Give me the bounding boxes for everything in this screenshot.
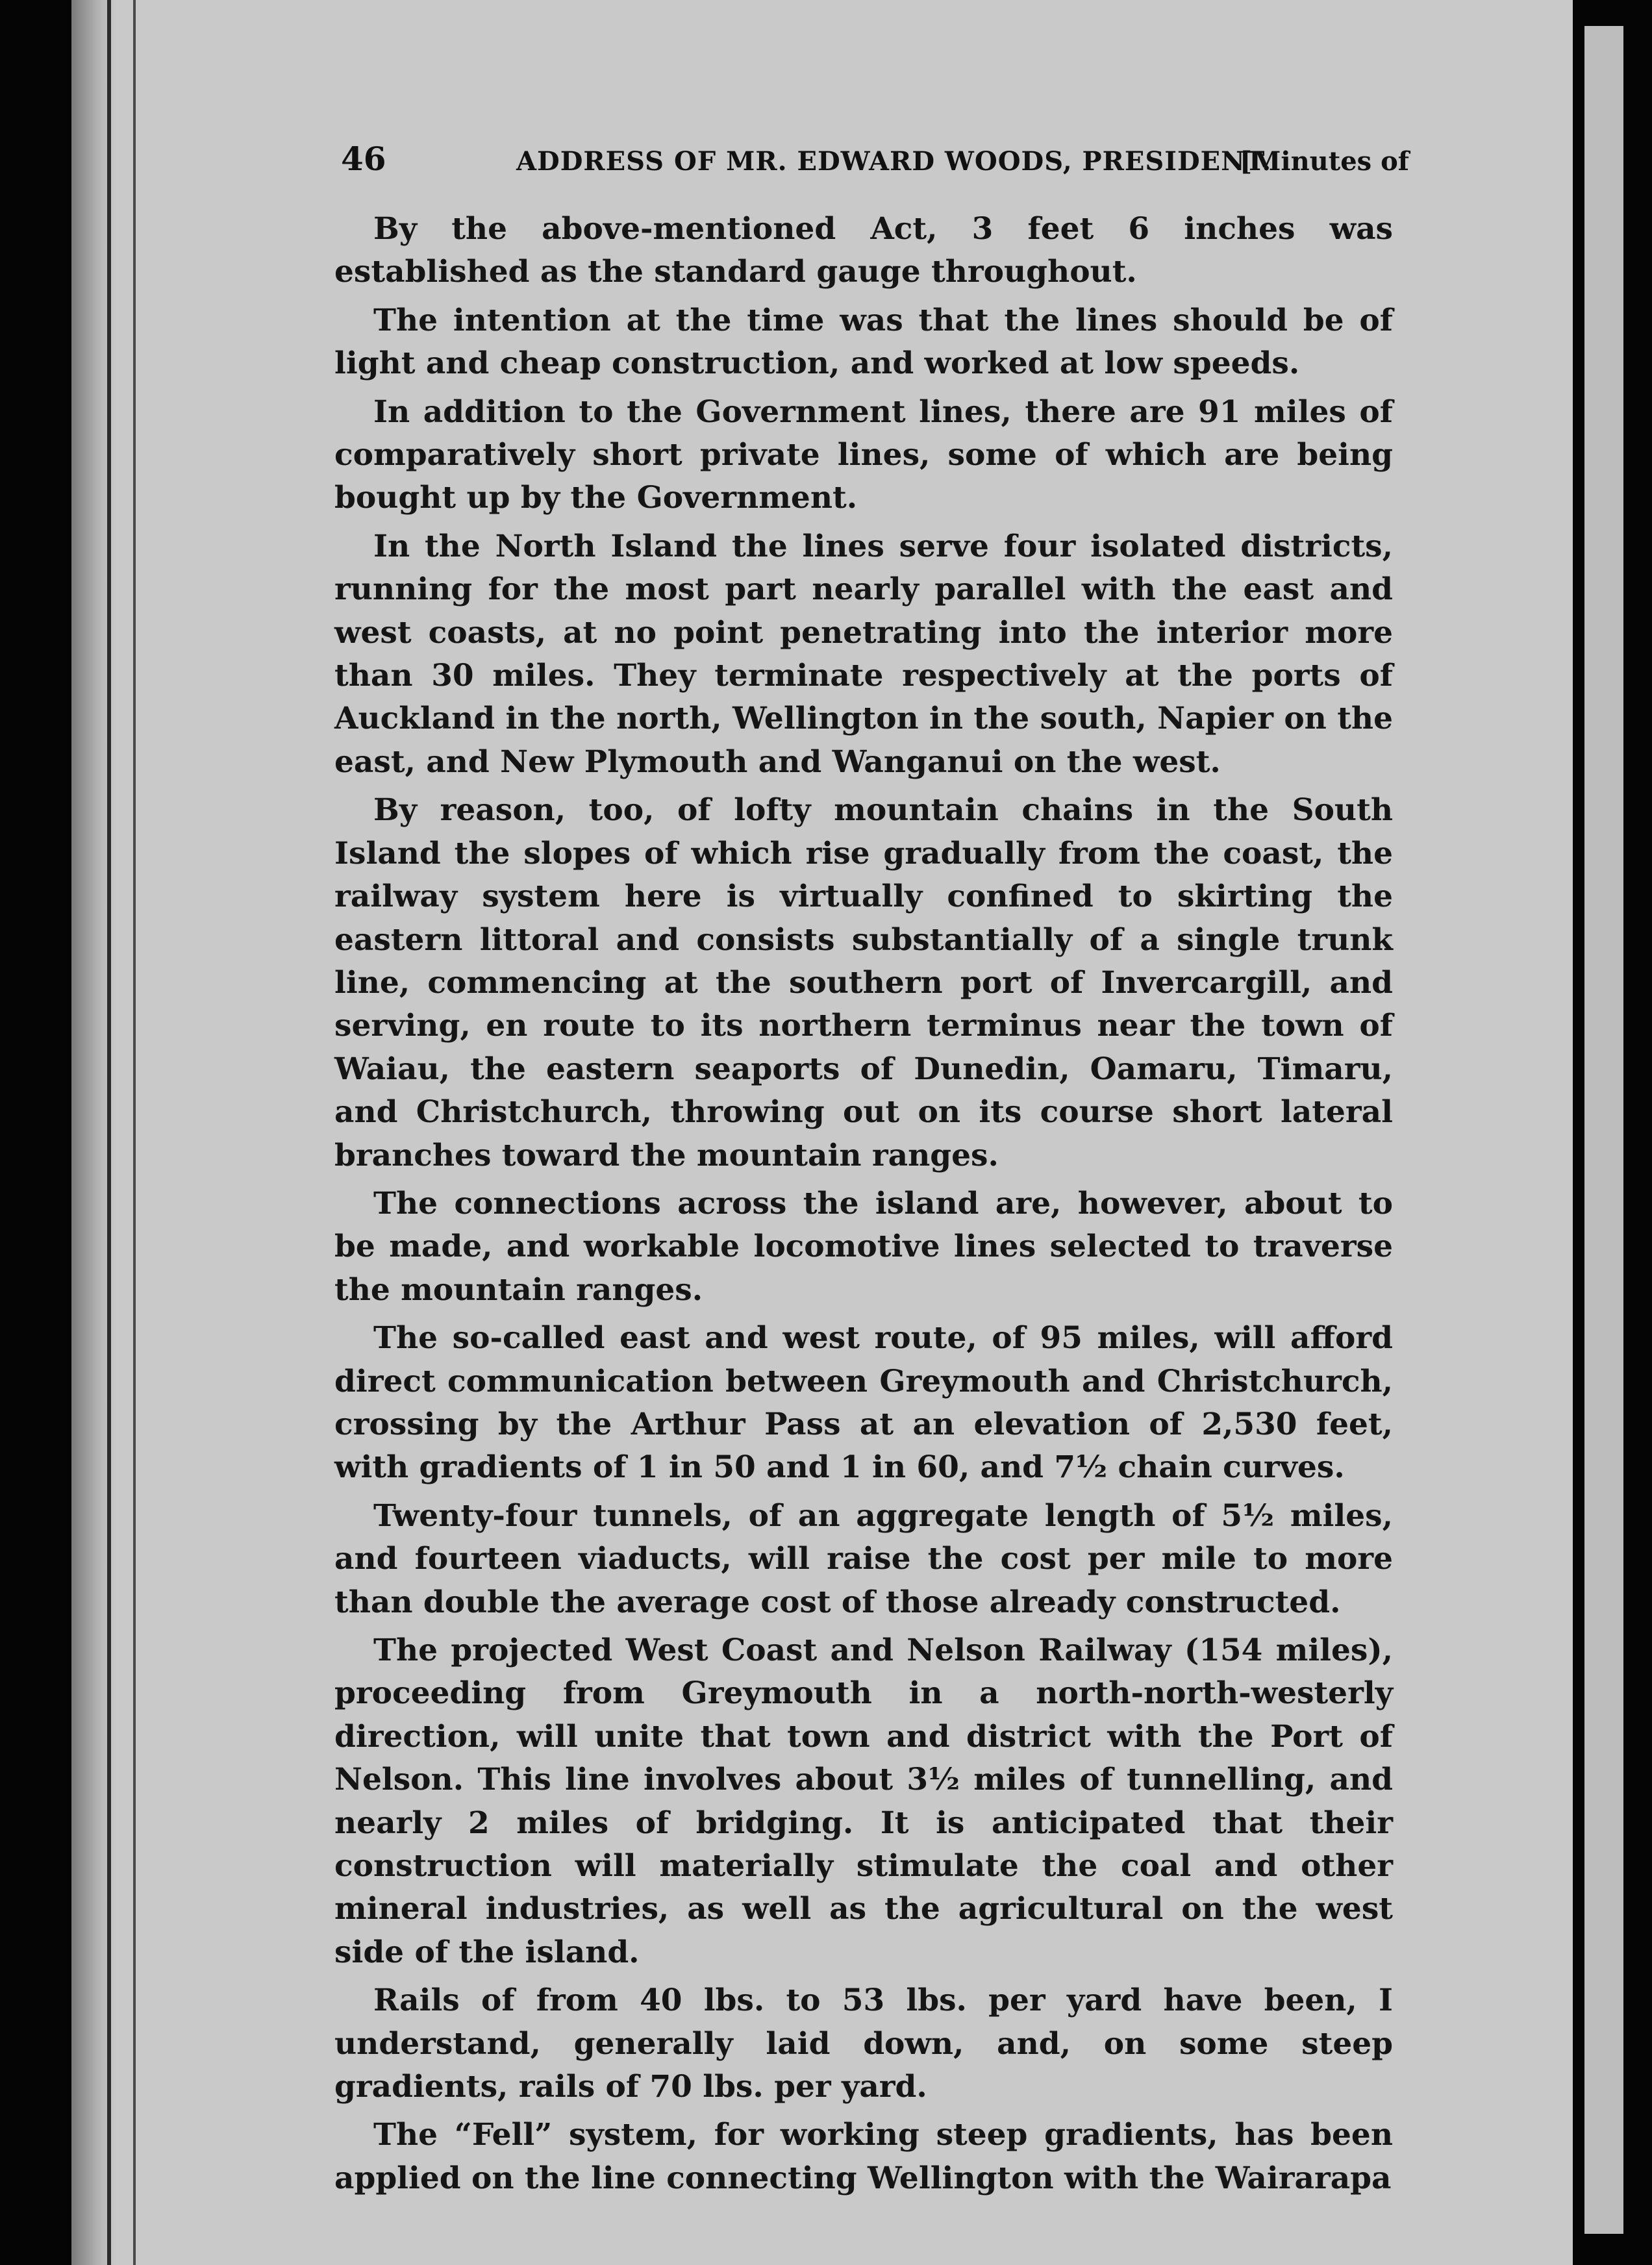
paragraph: The “Fell” system, for working steep gradients, has been applied on the line connecting Wellington with the Wairarapa (334, 2117, 1393, 2196)
paragraph: By reason, too, of lofty mountain chains in the South Island the slopes of which rise gradually from the coast, the railway system here is virtually confined to skirting the eastern littoral and consists substantially of a single trunk line, commencing at the southern port of Invercargill, and serving, en route to its northern terminus near the town of Waiau, the eastern seaports of Dunedin, Oamaru, Timaru, and Christchurch, throwing out on its course short lateral branches toward the mountain ranges. (334, 792, 1393, 1173)
paragraph: Twenty-four tunnels, of an aggregate length of 5½ miles, and fourteen viaducts, will raise the cost per mile to more than double the average cost of those already constructed. (334, 1497, 1393, 1620)
paragraph: The connections across the island are, however, about to be made, and workable locomotive lines selected to traverse the mountain ranges. (334, 1185, 1393, 1308)
running-head-right: [Minutes of (1240, 146, 1409, 177)
paragraph: The projected West Coast and Nelson Railway (154 miles), proceeding from Greymouth in a north-north-westerly direction, will unite that town and district with the Port of Nelson. This line involves about 3½ miles of tunnelling, and nearly 2 miles of bridging. It is anticipated that their construction will materially stimulate the coal and other mineral industries, as well as the agricultural on the west side of the island. (334, 1633, 1393, 1970)
paragraph: Rails of from 40 lbs. to 53 lbs. per yard have been, I understand, generally laid down, and, on some steep gradients, rails of 70 lbs. per yard. (334, 1983, 1393, 2105)
paragraph: The intention at the time was that the lines should be of light and cheap construction, and worked at low speeds. (334, 302, 1393, 382)
running-head: ADDRESS OF MR. EDWARD WOODS, PRESIDENT. (516, 146, 1272, 177)
paragraph: By the above-mentioned Act, 3 feet 6 inches was established as the standard gauge throughout. (334, 211, 1393, 290)
adjacent-page-edge (1584, 26, 1623, 2234)
binding-edge-inner (133, 0, 136, 2265)
page-header (341, 140, 1409, 185)
paragraph: In the North Island the lines serve four isolated districts, running for the most part nearly parallel with the east and west coasts, at no point penetrating into the interior more than 30 miles. They terminate respectively at the ports of Auckland in the north, Wellington in the south, Napier on the east, and New Plymouth and Wanganui on the west. (334, 528, 1393, 780)
body-text (334, 208, 1393, 2205)
paragraph: The so-called east and west route, of 95 miles, will afford direct communication between Greymouth and Christchurch, crossing by the Arthur Pass at an elevation of 2,530 feet, with gradients of 1 in 50 and 1 in 60, and 7½ chain curves. (334, 1320, 1393, 1486)
page-number: 46 (341, 140, 386, 178)
paragraph: In addition to the Government lines, there are 91 miles of comparatively short private lines, some of which are being bought up by the Government. (334, 394, 1393, 516)
binding-edge (107, 0, 111, 2265)
